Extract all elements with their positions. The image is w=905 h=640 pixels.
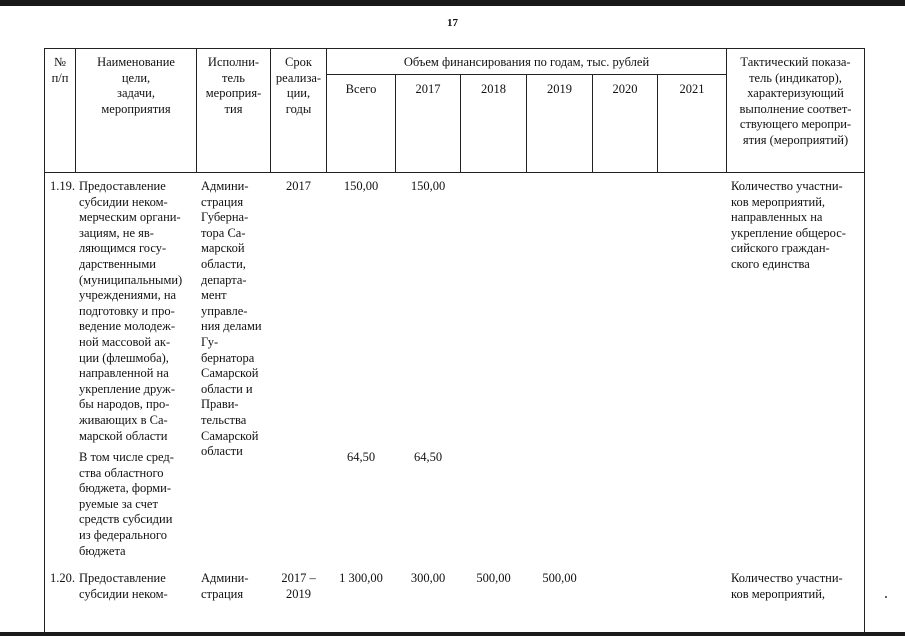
header-2020: 2020 (612, 82, 638, 96)
scan-speck (885, 596, 887, 598)
row-term: 2017 (286, 179, 311, 193)
row-2017: 300,00 (410, 571, 446, 585)
row-executor: Админи- страция (201, 571, 249, 601)
row-executor: Админи- страция Губерна- тора Са- марской области, департа- мент управле- ния делами Гу- бернатора Самарской области и Прави- тельства Самарской области (201, 179, 262, 459)
col-divider-right (864, 48, 865, 633)
header-term: Срок реализа- ции, годы (275, 55, 322, 116)
row-total: 150,00 (343, 179, 379, 193)
row-2017: 150,00 (410, 179, 446, 193)
bottom-border-bar (0, 632, 905, 636)
table-top-rule (44, 48, 865, 49)
row-2018: 500,00 (476, 571, 511, 585)
row-num: 1.20. (50, 571, 75, 585)
header-total: Всего (345, 82, 377, 96)
row-total: 1 300,00 (339, 571, 383, 585)
header-2017: 2017 (415, 82, 441, 96)
row-num: 1.19. (50, 179, 75, 193)
header-funding: Объем финансирования по годам, тыс. рублей (403, 55, 650, 69)
header-executor: Исполни- тель мероприя- тия (205, 55, 262, 116)
header-bottom-rule (44, 172, 865, 173)
row-2017: 64,50 (413, 450, 443, 464)
top-border-bar (0, 0, 905, 6)
page-number: 17 (447, 17, 458, 29)
row-total: 64,50 (346, 450, 376, 464)
row-term: 2017 – 2019 (281, 571, 316, 601)
row-name: В том числе сред- ства областного бюджета, форми- руемые за счет средств субсидии из федерального бюджета (79, 450, 174, 558)
header-indicator: Тактический показа- тель (индикатор), характеризующий выполнение соответ- ствующего меропри- ятия (мероприятий) (739, 55, 852, 147)
header-2018: 2018 (481, 82, 506, 96)
row-name: Предоставление субсидии неком- (79, 571, 168, 601)
row-indicator: Количество участни- ков мероприятий, направленных на укрепление общерос- сийского граждан- ского единства (731, 179, 846, 271)
col-divider-left (44, 48, 45, 633)
row-name: Предоставление субсидии неком- мерческим органи- зациям, не яв- ляющимся госу- дарственными (муниципальными) учреждениями, на подготовку и про- ведение молодеж- ной массовой ак- ции (флешмоба), направленной на укрепление друж- бы народов, про- живающих в Са- марской области (79, 179, 183, 443)
row-2019: 500,00 (542, 571, 577, 585)
row-indicator: Количество участни- ков мероприятий, (731, 571, 843, 601)
header-name: Наименование цели, задачи, мероприятия (97, 55, 175, 116)
header-2019: 2019 (547, 82, 572, 96)
header-2021: 2021 (679, 82, 705, 96)
header-num: № п/п (51, 55, 69, 85)
